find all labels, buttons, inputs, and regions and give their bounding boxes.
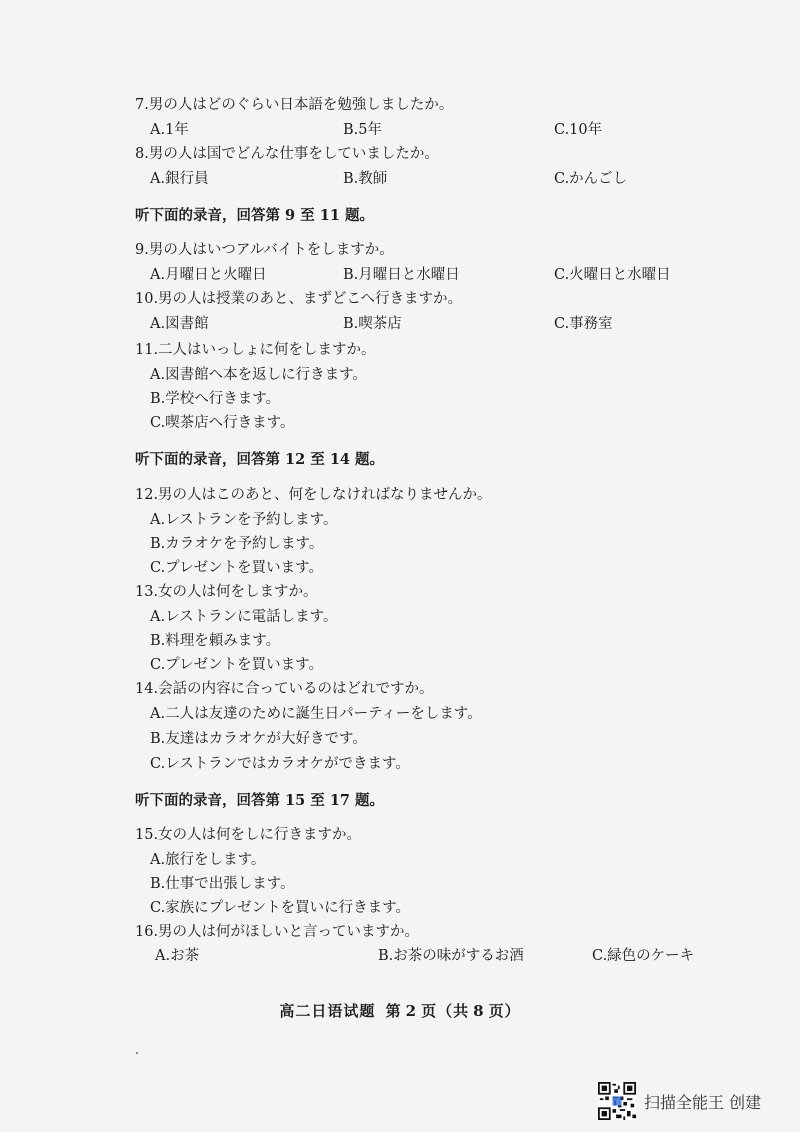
footer-page-prefix: 第 [385,1002,402,1020]
q8-option-a: A.銀行員 [150,171,209,187]
question-7: 7.男の人はどのぐらい日本語を勉強しましたか。 [135,97,454,113]
stray-dot [136,1052,138,1054]
question-11: 11.二人はいっしょに何をしますか。 [135,342,376,358]
footer-page-suffix: 页） [488,1002,521,1020]
watermark-text: 扫描全能王 创建 [644,1092,762,1112]
question-12: 12.男の人はこのあと、何をしなければなりませんか。 [135,487,492,503]
q11-option-c: C.喫茶店へ行きます。 [150,415,295,431]
q15-option-b: B.仕事で出張します。 [150,876,295,892]
q7-option-a: A.1年 [150,122,189,138]
question-15: 15.女の人は何をしに行きますか。 [135,827,362,843]
q10-option-b: B.喫茶店 [343,316,402,332]
footer-page-mid: 页（共 [421,1002,470,1020]
q12-option-c: C.プレゼントを買います。 [150,560,323,576]
question-10: 10.男の人は授業のあと、まずどこへ行きますか。 [135,291,462,307]
q16-option-a: A.お茶 [155,948,200,964]
section-heading: 听下面的录音，回答第 12 至 14 题。 [135,451,385,468]
question-13: 13.女の人は何をしますか。 [135,584,318,600]
q11-option-b: B.学校へ行きます。 [150,391,281,407]
question-14: 14.会話の内容に合っているのはどれですか。 [135,681,434,697]
question-16: 16.男の人は何がほしいと言っていますか。 [135,924,420,940]
qr-code-icon [598,1082,636,1120]
q14-option-b: B.友達はカラオケが大好きです。 [150,731,367,747]
q13-option-b: B.料理を頼みます。 [150,633,281,649]
q14-option-a: A.二人は友達のために誕生日パーティーをします。 [150,706,482,722]
q14-option-c: C.レストランではカラオケができます。 [150,756,410,772]
q11-option-a: A.図書館へ本を返しに行きます。 [150,367,367,383]
section-heading: 听下面的录音，回答第 9 至 11 题。 [135,207,374,224]
question-8: 8.男の人は国でどんな仕事をしていましたか。 [135,146,439,162]
scanner-watermark [598,1081,761,1121]
q12-option-a: A.レストランを予約します。 [150,512,338,528]
footer-subject: 高二日语试题 [279,1002,376,1020]
q10-option-c: C.事務室 [554,316,613,332]
footer-page-number: 2 [405,1002,418,1020]
q16-option-c: C.緑色のケーキ [592,948,695,964]
q16-option-b: B.お茶の味がするお酒 [378,948,524,964]
q9-option-a: A.月曜日と火曜日 [150,267,267,283]
q8-option-c: C.かんごし [554,171,628,187]
page-footer [0,1000,800,1021]
question-9: 9.男の人はいつアルバイトをしますか。 [135,242,394,258]
q7-option-b: B.5年 [343,122,382,138]
q15-option-a: A.旅行をします。 [150,852,266,868]
q13-option-a: A.レストランに電話します。 [150,609,338,625]
q15-option-c: C.家族にプレゼントを買いに行きます。 [150,900,410,916]
q12-option-b: B.カラオケを予約します。 [150,536,324,552]
q7-option-c: C.10年 [554,122,603,138]
section-heading: 听下面的录音，回答第 15 至 17 题。 [135,792,385,809]
footer-total-pages: 8 [473,1002,485,1020]
q10-option-a: A.図書館 [150,316,209,332]
q9-option-c: C.火曜日と水曜日 [554,267,671,283]
q13-option-c: C.プレゼントを買います。 [150,657,323,673]
q9-option-b: B.月曜日と水曜日 [343,267,460,283]
q8-option-b: B.教師 [343,171,388,187]
